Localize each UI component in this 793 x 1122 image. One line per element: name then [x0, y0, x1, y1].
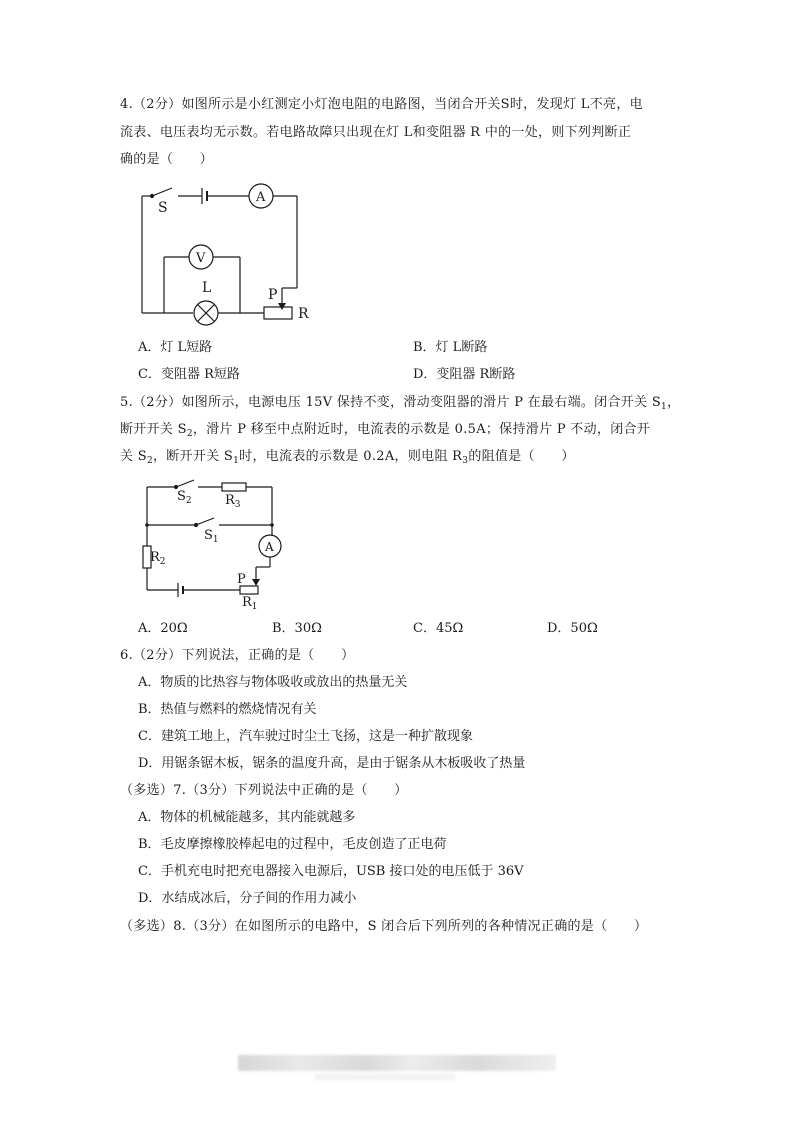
q4-label-s: S	[158, 200, 168, 216]
q6-option-b[interactable]: B．热值与燃料的燃烧情况有关	[138, 702, 317, 717]
q7-stem: （多选）7.（3分）下列说法中正确的是（ ）	[120, 783, 408, 798]
q5-line3-sub2: 1	[233, 456, 240, 466]
q5-label-r1: $R_1$	[242, 595, 258, 612]
q4-stem-line2: 流表、电压表均无示数。若电路故障只出现在灯 L和变阻器 R 中的一处，则下列判断正	[120, 125, 632, 140]
q5-line3-text-b: ，断开开关 S	[152, 449, 234, 464]
q4-label-p: P	[268, 287, 278, 303]
q6-option-c[interactable]: C．建筑工地上，汽车驶过时尘土飞扬，这是一种扩散现象	[138, 729, 473, 744]
q8-stem: （多选）8.（3分）在如图所示的电路中，S 闭合后下列所列的各种情况正确的是（ ）	[120, 919, 648, 934]
q6-option-a[interactable]: A．物质的比热容与物体吸收或放出的热量无关	[138, 675, 408, 690]
q4-label-r: R	[298, 306, 309, 322]
q5-line1-text-a: 5.（2分）如图所示，电源电压 15V 保持不变，滑动变阻器的滑片 P 在最右端。闭合开关 S	[120, 395, 662, 410]
q4-label-a: A	[256, 190, 266, 205]
q5-r1	[240, 586, 258, 594]
q5-line3-text-d: 的阻值是（ ）	[468, 449, 575, 464]
q5-line3-text-a: 关 S	[120, 449, 147, 464]
q4-option-b[interactable]: B．灯 L断路	[413, 340, 488, 355]
q5-line3-sub3: 3	[462, 456, 469, 466]
q4-option-d[interactable]: D．变阻器 R断路	[413, 367, 516, 382]
q5-line1-text-b: ，	[667, 395, 681, 410]
q4-stem-line3: 确的是（ ）	[120, 152, 214, 167]
q4-stem-line1: 4.（2分）如图所示是小红测定小灯泡电阻的电路图，当闭合开关S时，发现灯 L不亮，电	[120, 97, 643, 112]
q5-label-a: A	[265, 540, 274, 554]
q5-line2-text-b: ，滑片 P 移至中点附近时，电流表的示数是 0.5A；保持滑片 P 不动，闭合开	[192, 422, 651, 437]
q5-option-d[interactable]: D．50Ω	[547, 621, 598, 636]
q5-line3-text-c: 时，电流表的示数是 0.2A，则电阻 R	[239, 449, 463, 464]
q7-option-b[interactable]: B．毛皮摩擦橡胶棒起电的过程中，毛皮创造了正电荷	[138, 837, 447, 852]
q4-label-l: L	[202, 280, 212, 296]
q6-option-d[interactable]: D．用锯条锯木板，锯条的温度升高，是由于锯条从木板吸收了热量	[138, 756, 526, 771]
footer-blurred-watermark	[238, 1055, 556, 1071]
q5-line2-text-a: 断开开关 S	[120, 422, 187, 437]
q5-option-b[interactable]: B．30Ω	[272, 621, 322, 636]
q4-option-a[interactable]: A．灯 L短路	[138, 340, 213, 355]
q5-label-s1: $S_1$	[204, 528, 219, 545]
q7-option-c[interactable]: C．手机充电时把充电器接入电源后，USB 接口处的电压低于 36V	[138, 864, 524, 879]
q5-label-p: P	[237, 572, 246, 587]
q5-s2-blade	[176, 480, 194, 487]
q5-option-a[interactable]: A．20Ω	[138, 621, 188, 636]
q6-stem: 6.（2分）下列说法，正确的是（ ）	[120, 648, 355, 663]
q5-option-c[interactable]: C．45Ω	[413, 621, 464, 636]
q7-option-d[interactable]: D．水结成冰后，分子间的作用力减小	[138, 891, 357, 906]
footer-blurred-subline	[315, 1074, 455, 1080]
q5-line2-sub: 2	[186, 429, 193, 439]
q5-line3-sub1: 2	[146, 456, 153, 466]
q5-line1-sub: 1	[661, 402, 668, 412]
q5-s1-blade	[196, 518, 214, 525]
q4-option-c[interactable]: C．变阻器 R短路	[138, 367, 240, 382]
q7-option-a[interactable]: A．物体的机械能越多，其内能就越多	[138, 810, 356, 825]
q5-label-r2: $R_2$	[150, 550, 166, 567]
q5-label-s2: $S_2$	[177, 489, 192, 506]
q4-label-v: V	[196, 251, 206, 266]
q5-r3	[222, 483, 246, 491]
q5-label-r3: $R_3$	[225, 493, 241, 510]
